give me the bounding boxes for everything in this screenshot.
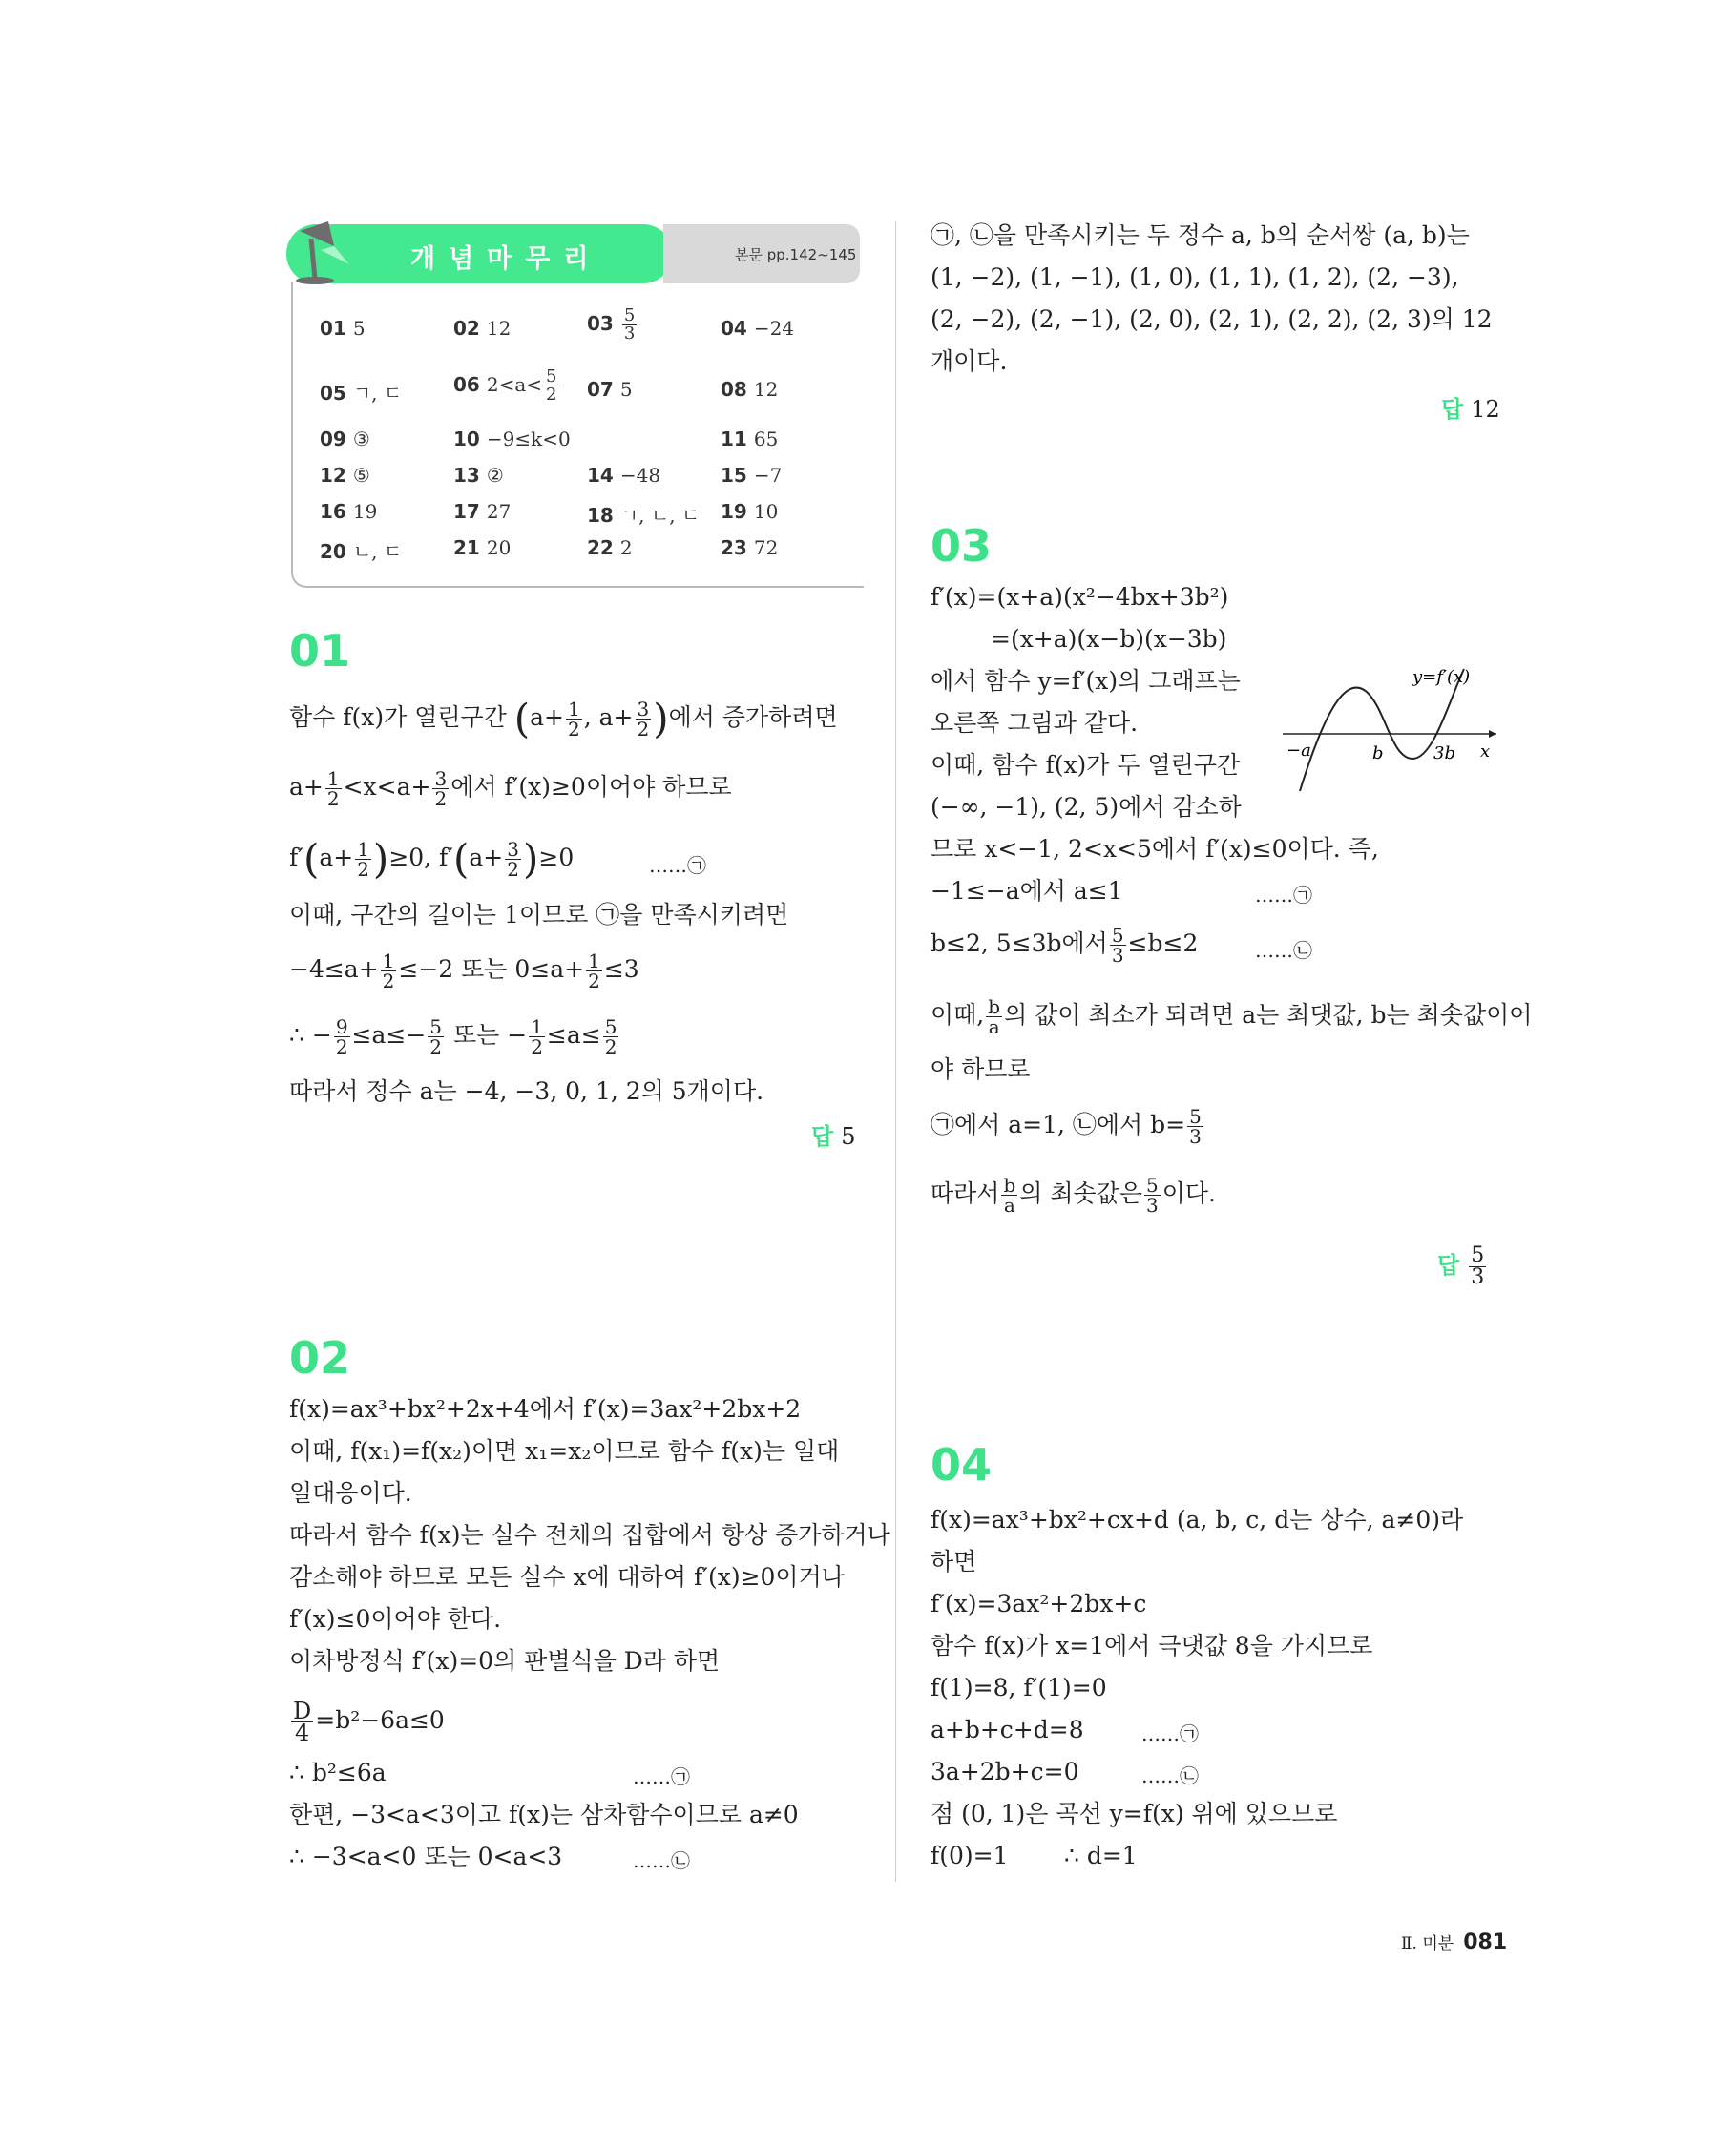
s04-line-7: 3a+2b+c=0 bbox=[931, 1758, 1079, 1785]
lamp-icon bbox=[282, 212, 359, 286]
derivative-graph bbox=[1279, 663, 1508, 797]
s03-mark-1: ……㉠ bbox=[1255, 884, 1312, 907]
answer-item: 05 ㄱ, ㄷ bbox=[320, 382, 403, 405]
s03-mark-2: ……㉡ bbox=[1255, 939, 1312, 962]
section-01-number: 01 bbox=[289, 625, 351, 677]
column-divider bbox=[895, 221, 896, 1882]
s01-mark-1: ……㉠ bbox=[649, 854, 706, 877]
s02-line-6: f′(x)≤0이어야 한다. bbox=[289, 1605, 502, 1633]
section-03-number: 03 bbox=[931, 520, 993, 572]
s02-mark-2: ……㉡ bbox=[633, 1849, 690, 1872]
s01-line-7: 따라서 정수 a는 −4, −3, 0, 1, 2의 5개이다. bbox=[289, 1077, 764, 1105]
s04-line-8: 점 (0, 1)은 곡선 y=f(x) 위에 있으므로 bbox=[931, 1800, 1338, 1827]
answer-item: 04 −24 bbox=[721, 317, 795, 340]
s02-line-5: 감소해야 하므로 모든 실수 x에 대하여 f′(x)≥0이거나 bbox=[289, 1563, 845, 1591]
answer-item: 16 19 bbox=[320, 500, 378, 523]
s03-line-8: −1≤−a에서 a≤1 bbox=[931, 877, 1123, 905]
answer-item: 15 −7 bbox=[721, 464, 783, 487]
s02-line-8: $\frac{D}{4}$ =b²−6a≤0 bbox=[293, 1698, 445, 1746]
answer-item: 06 2<a< $\frac{5}{2}$ bbox=[453, 366, 557, 405]
s02-line-4: 따라서 함수 f(x)는 실수 전체의 집합에서 항상 증가하거나 bbox=[289, 1521, 890, 1549]
s01-line-2: a+ $\frac{1}{2}$ <x<a+ $\frac{3}{2}$ 에서 f′(x)≥0이어야 하므로 bbox=[289, 767, 732, 810]
answer-item: 23 72 bbox=[721, 536, 779, 559]
s04-line-9b: ∴ d=1 bbox=[1064, 1842, 1138, 1869]
graph-label-b: b bbox=[1372, 743, 1384, 763]
s02-mark-1: ……㉠ bbox=[633, 1765, 690, 1788]
answer-item: 21 20 bbox=[453, 536, 512, 559]
s03-line-10: 이때, $\frac{b}{a}$ 의 값이 최소가 되려면 a는 최댓값, b는 최솟값이어 bbox=[931, 995, 1533, 1038]
s03-answer: 답 $\frac{5}{3}$ bbox=[1437, 1243, 1485, 1289]
s01-line-4: 이때, 구간의 길이는 1이므로 ㉠을 만족시키려면 bbox=[289, 901, 789, 928]
s02-line-2: 이때, f(x₁)=f(x₂)이면 x₁=x₂이므로 함수 f(x)는 일대 bbox=[289, 1437, 840, 1465]
answer-item: 13 ② bbox=[453, 464, 504, 487]
s03-line-1: f′(x)=(x+a)(x²−4bx+3b²) bbox=[931, 583, 1229, 611]
s02c-line-4: 개이다. bbox=[931, 347, 1008, 375]
s01-line-3: f′(a+ $\frac{1}{2}$ )≥0, f′(a+ $\frac{3}{2}$ )≥0 bbox=[289, 835, 575, 883]
s04-line-5: f(1)=8, f′(1)=0 bbox=[931, 1674, 1107, 1701]
s03-line-3: 에서 함수 y=f′(x)의 그래프는 bbox=[931, 667, 1241, 695]
answer-item: 08 12 bbox=[721, 378, 779, 401]
s04-line-9: f(0)=1 bbox=[931, 1842, 1009, 1869]
s04-line-6: a+b+c+d=8 bbox=[931, 1716, 1084, 1743]
s02-line-10: 한편, −3<a<3이고 f(x)는 삼차함수이므로 a≠0 bbox=[289, 1801, 799, 1828]
graph-curve bbox=[1300, 669, 1464, 791]
s03-line-11: 야 하므로 bbox=[931, 1055, 1031, 1083]
header-title: 개념마무리 bbox=[410, 244, 602, 274]
section-04-number: 04 bbox=[931, 1439, 993, 1491]
page-ref: 본문 pp.142~145 bbox=[735, 246, 857, 263]
s03-line-5: 이때, 함수 f(x)가 두 열린구간 bbox=[931, 751, 1241, 779]
graph-label-x: x bbox=[1480, 741, 1491, 762]
s04-line-2: 하면 bbox=[931, 1548, 977, 1575]
answer-item: 07 5 bbox=[587, 378, 633, 401]
s01-line-6: ∴ − $\frac{9}{2}$ ≤a≤− $\frac{5}{2}$ 또는 − $\frac{1}{2}$ ≤a≤ $\frac{5}{2}$ bbox=[289, 1015, 617, 1058]
s03-line-12: ㉠에서 a=1, ㉡에서 b= $\frac{5}{3}$ bbox=[931, 1105, 1202, 1148]
s02c-line-2: (1, −2), (1, −1), (1, 0), (1, 1), (1, 2), (2, −3), bbox=[931, 263, 1459, 291]
answer-item: 12 ⑤ bbox=[320, 464, 370, 487]
graph-x-arrow bbox=[1489, 730, 1496, 738]
s02-line-3: 일대응이다. bbox=[289, 1479, 412, 1507]
s04-line-3: f′(x)=3ax²+2bx+c bbox=[931, 1590, 1147, 1617]
graph-label-neg-a: −a bbox=[1286, 741, 1311, 761]
page-footer bbox=[1401, 1930, 1507, 1954]
answer-item: 19 10 bbox=[721, 500, 779, 523]
s04-mark-2: ……㉡ bbox=[1141, 1764, 1199, 1787]
graph-label-y: y=f′(x) bbox=[1412, 667, 1471, 687]
answer-item: 18 ㄱ, ㄴ, ㄷ bbox=[587, 504, 701, 527]
answer-item: 03 $\frac{5}{3}$ bbox=[587, 305, 636, 344]
answer-item: 09 ③ bbox=[320, 428, 370, 450]
s02-line-1: f(x)=ax³+bx²+2x+4에서 f′(x)=3ax²+2bx+2 bbox=[289, 1395, 802, 1423]
s03-line-7: 므로 x<−1, 2<x<5에서 f′(x)≤0이다. 즉, bbox=[931, 835, 1379, 863]
s04-line-1: f(x)=ax³+bx²+cx+d (a, b, c, d는 상수, a≠0)라 bbox=[931, 1506, 1464, 1534]
chapter-label: Ⅱ. 미분 bbox=[1401, 1934, 1454, 1953]
answer-item: 14 −48 bbox=[587, 464, 661, 487]
s03-line-13: 따라서 $\frac{b}{a}$ 의 최솟값은 $\frac{5}{3}$ 이다. bbox=[931, 1174, 1216, 1217]
s02c-line-3: (2, −2), (2, −1), (2, 0), (2, 1), (2, 2), (2, 3)의 12 bbox=[931, 305, 1493, 333]
s01-line-5: −4≤a+ $\frac{1}{2}$ ≤−2 또는 0≤a+ $\frac{1}{2}$ ≤3 bbox=[289, 949, 639, 992]
s01-answer: 답 5 bbox=[811, 1123, 856, 1150]
answer-item: 22 2 bbox=[587, 536, 633, 559]
s02-answer: 답 12 bbox=[1441, 396, 1500, 423]
answer-item: 02 12 bbox=[453, 317, 512, 340]
s04-line-4: 함수 f(x)가 x=1에서 극댓값 8을 가지므로 bbox=[931, 1632, 1373, 1659]
answer-item: 17 27 bbox=[453, 500, 512, 523]
s03-line-2: =(x+a)(x−b)(x−3b) bbox=[991, 625, 1227, 653]
answer-item: 10 −9≤k<0 bbox=[453, 428, 571, 450]
s02c-line-1: ㉠, ㉡을 만족시키는 두 정수 a, b의 순서쌍 (a, b)는 bbox=[931, 221, 1470, 249]
answer-item: 11 65 bbox=[721, 428, 779, 450]
section-02-number: 02 bbox=[289, 1332, 351, 1384]
s03-line-4: 오른쪽 그림과 같다. bbox=[931, 709, 1139, 737]
s02-line-9: ∴ b²≤6a bbox=[289, 1759, 387, 1786]
graph-label-3b: 3b bbox=[1433, 743, 1455, 763]
s03-line-6: (−∞, −1), (2, 5)에서 감소하 bbox=[931, 793, 1242, 821]
answer-item: 20 ㄴ, ㄷ bbox=[320, 540, 403, 563]
s03-line-9: b≤2, 5≤3b에서 $\frac{5}{3}$ ≤b≤2 bbox=[931, 924, 1199, 967]
s01-line-1: 함수 f(x)가 열린구간 (a+ $\frac{1}{2}$ , a+ $\frac{3}{2}$ )에서 증가하려면 bbox=[289, 695, 838, 742]
s02-line-7: 이차방정식 f′(x)=0의 판별식을 D라 하면 bbox=[289, 1647, 721, 1675]
answer-item: 01 5 bbox=[320, 317, 366, 340]
page-number: 081 bbox=[1463, 1930, 1508, 1954]
s02-line-11: ∴ −3<a<0 또는 0<a<3 bbox=[289, 1843, 563, 1870]
s04-mark-1: ……㉠ bbox=[1141, 1722, 1199, 1745]
